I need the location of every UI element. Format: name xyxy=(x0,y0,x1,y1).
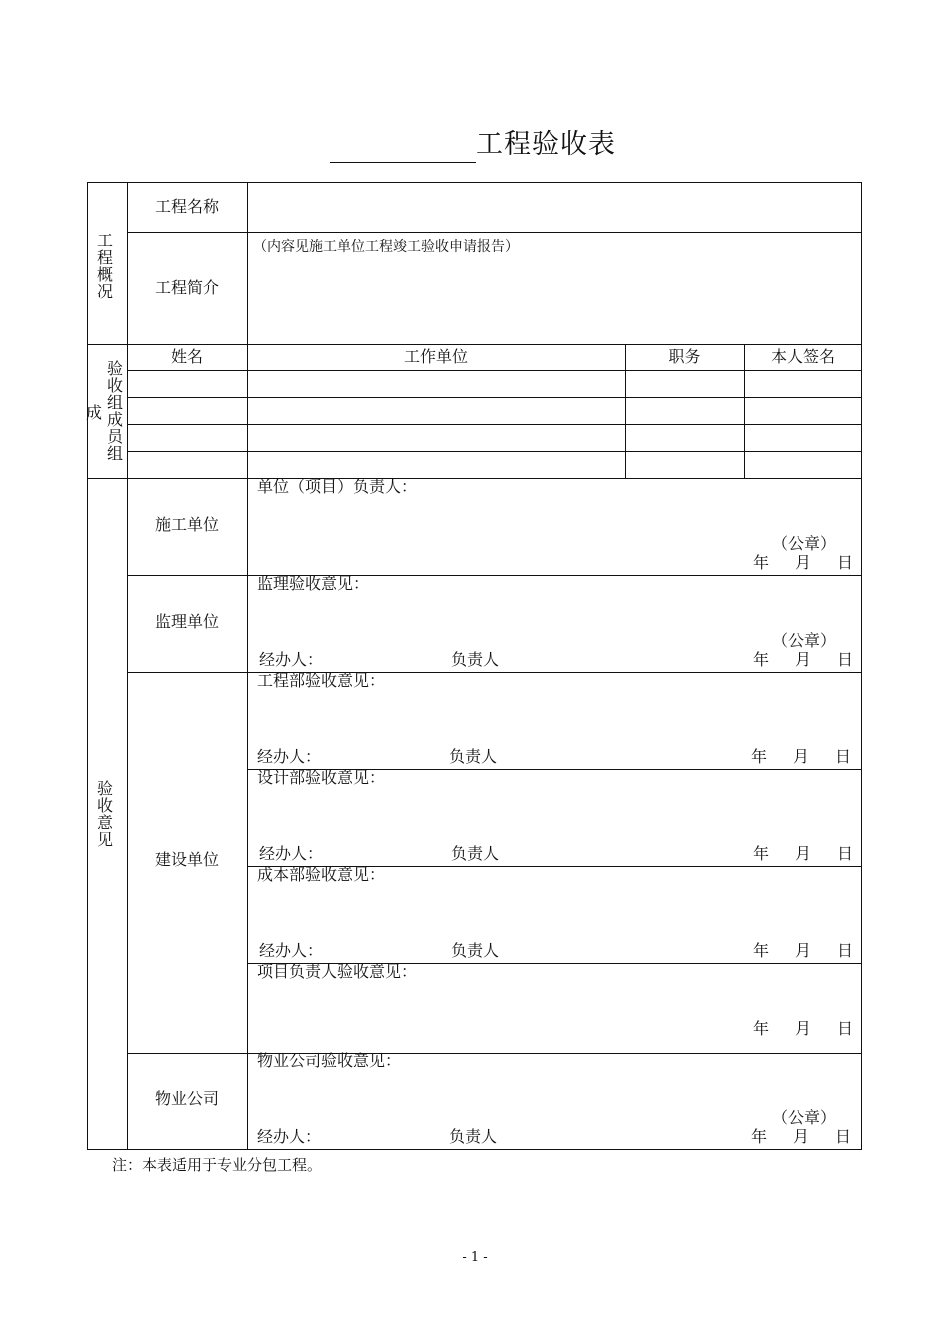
supervision-seal: （公章） xyxy=(772,631,837,650)
supervision-date-year: 年 xyxy=(753,650,770,669)
col-header-signature: 本人签名 xyxy=(770,347,835,366)
rule-members-row1 xyxy=(127,397,862,398)
property-seal: （公章） xyxy=(772,1108,837,1127)
rule-members-row3 xyxy=(127,451,862,452)
design-responsible: 负责人 xyxy=(451,844,500,863)
design-date-day: 日 xyxy=(837,844,854,863)
col-header-unit: 工作单位 xyxy=(403,347,468,366)
property-responsible: 负责人 xyxy=(449,1127,498,1146)
col-header-name: 姓名 xyxy=(170,347,203,366)
rule-members-header xyxy=(127,370,862,371)
construction-date-year: 年 xyxy=(753,553,770,572)
property-unit-label: 物业公司 xyxy=(155,1089,220,1108)
project-lead-date-day: 日 xyxy=(837,1019,854,1038)
supervision-responsible: 负责人 xyxy=(451,650,500,669)
title-area xyxy=(0,122,950,168)
engineering-responsible: 负责人 xyxy=(449,747,498,766)
project-intro-value[interactable]: （内容见施工单位工程竣工验收申请报告） xyxy=(253,239,519,255)
title-blank-line xyxy=(330,162,476,163)
design-handler: 经办人： xyxy=(259,844,324,863)
rule-overview-end xyxy=(87,344,862,345)
cost-date-year: 年 xyxy=(753,941,770,960)
project-lead-date-year: 年 xyxy=(753,1019,770,1038)
rule-overview-mid xyxy=(127,232,862,233)
rule-col-section xyxy=(127,182,128,1150)
property-date-year: 年 xyxy=(751,1127,768,1146)
construction-date-month: 月 xyxy=(795,553,812,572)
property-date-day: 日 xyxy=(835,1127,852,1146)
design-date-year: 年 xyxy=(753,844,770,863)
property-date-month: 月 xyxy=(793,1127,810,1146)
cost-date-day: 日 xyxy=(837,941,854,960)
cost-responsible: 负责人 xyxy=(451,941,500,960)
members-section-label-side: 成 xyxy=(86,403,103,422)
construction-seal: （公章） xyxy=(772,534,837,553)
rule-members-row2 xyxy=(127,424,862,425)
construction-date-day: 日 xyxy=(837,553,854,572)
rule-owner-end xyxy=(127,1053,862,1054)
supervision-date-day: 日 xyxy=(837,650,854,669)
opinions-section-label: 验收意见 xyxy=(96,779,113,849)
owner-unit-label: 建设单位 xyxy=(155,850,220,869)
cost-handler: 经办人： xyxy=(259,941,324,960)
design-heading: 设计部验收意见： xyxy=(257,768,386,787)
construction-heading: 单位（项目）负责人： xyxy=(257,477,418,496)
page-title: 工程验收表 xyxy=(476,129,616,160)
project-intro-label: 工程简介 xyxy=(155,278,220,297)
engineering-heading: 工程部验收意见： xyxy=(257,671,386,690)
engineering-date-month: 月 xyxy=(793,747,810,766)
members-section-label: 验收组成员组 xyxy=(106,359,123,463)
page-number: - 1 - xyxy=(462,1250,488,1265)
rule-col-label xyxy=(247,182,248,1150)
form-note: 注：本表适用于专业分包工程。 xyxy=(112,1156,323,1174)
construction-unit-label: 施工单位 xyxy=(155,515,220,534)
rule-construction-end xyxy=(127,575,862,576)
rule-supervision-end xyxy=(127,672,862,673)
supervision-unit-label: 监理单位 xyxy=(155,612,220,631)
property-handler: 经办人： xyxy=(257,1127,322,1146)
engineering-date-year: 年 xyxy=(751,747,768,766)
project-name-label: 工程名称 xyxy=(155,197,220,216)
cost-date-month: 月 xyxy=(795,941,812,960)
engineering-handler: 经办人： xyxy=(257,747,322,766)
engineering-date-day: 日 xyxy=(835,747,852,766)
overview-section-label: 工程概况 xyxy=(96,231,113,301)
col-header-position: 职务 xyxy=(668,347,701,366)
supervision-heading: 监理验收意见： xyxy=(257,574,370,593)
project-lead-heading: 项目负责人验收意见： xyxy=(257,962,418,981)
cost-heading: 成本部验收意见： xyxy=(257,865,386,884)
project-lead-date-month: 月 xyxy=(795,1019,812,1038)
rule-members-end xyxy=(87,478,862,479)
supervision-handler: 经办人： xyxy=(259,650,324,669)
property-heading: 物业公司验收意见： xyxy=(257,1051,402,1070)
design-date-month: 月 xyxy=(795,844,812,863)
supervision-date-month: 月 xyxy=(795,650,812,669)
